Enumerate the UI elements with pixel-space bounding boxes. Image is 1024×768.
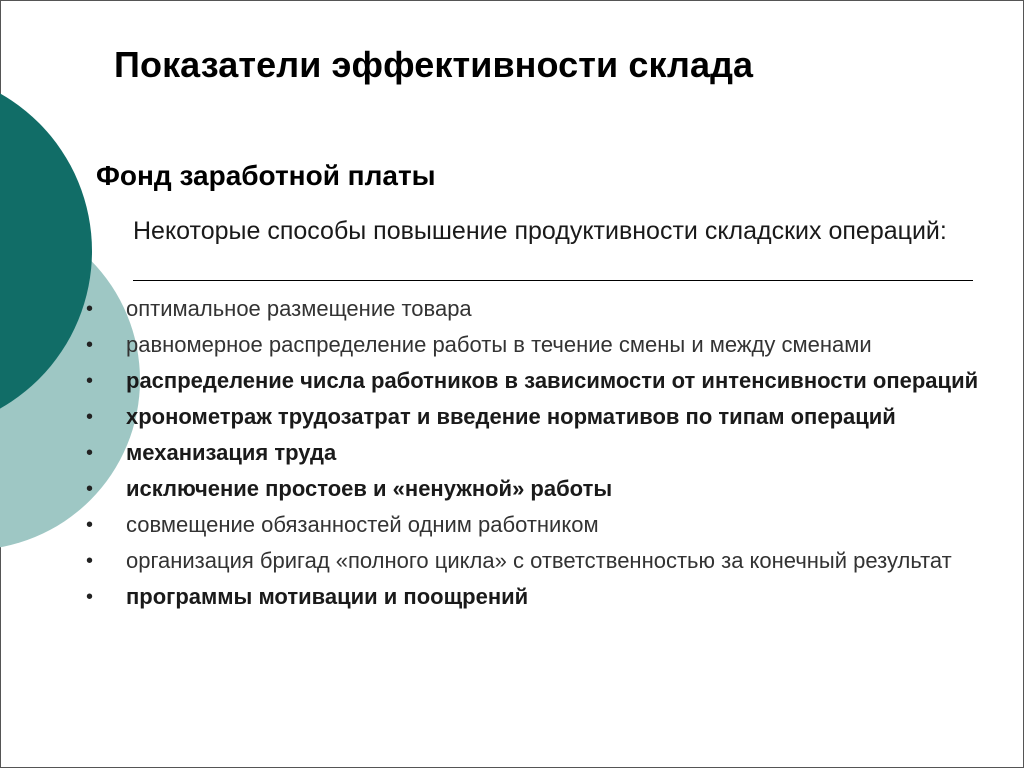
bullet-icon: •: [86, 370, 94, 392]
bullet-icon: •: [86, 442, 94, 464]
section-subtitle: Фонд заработной платы: [96, 160, 436, 191]
intro-underline: [133, 280, 973, 281]
bullet-icon: •: [86, 298, 94, 320]
list-item: [86, 294, 986, 324]
bullet-icon: •: [86, 478, 94, 500]
list-item: [86, 582, 986, 612]
bullet-list: [86, 294, 986, 618]
list-item: [86, 474, 986, 504]
list-item-text: механизация труда: [126, 440, 337, 465]
list-item-text: исключение простоев и «ненужной» работы: [126, 476, 613, 501]
intro-text: Некоторые способы повышение продуктивности складских операций:: [133, 217, 947, 245]
list-item-text: организация бригад «полного цикла» с ответственностью за конечный результат: [126, 548, 952, 573]
list-item: [86, 402, 986, 432]
list-item-text: программы мотивации и поощрений: [126, 584, 529, 609]
bullet-icon: •: [86, 406, 94, 428]
list-item: [86, 330, 986, 360]
list-item-text: совмещение обязанностей одним работником: [126, 512, 599, 537]
page-title: Показатели эффективности склада: [114, 44, 754, 85]
list-item-text: равномерное распределение работы в течение смены и между сменами: [126, 332, 872, 357]
bullet-icon: •: [86, 514, 94, 536]
bullet-icon: •: [86, 586, 94, 608]
bullet-icon: •: [86, 550, 94, 572]
list-item: [86, 546, 986, 576]
list-item-text: оптимальное размещение товара: [126, 296, 472, 321]
list-item: [86, 510, 986, 540]
list-item: [86, 438, 986, 468]
list-item: [86, 366, 986, 396]
bullet-icon: •: [86, 334, 94, 356]
list-item-text: хронометраж трудозатрат и введение нормативов по типам операций: [126, 404, 896, 429]
list-item-text: распределение числа работников в зависимости от интенсивности операций: [126, 368, 979, 393]
